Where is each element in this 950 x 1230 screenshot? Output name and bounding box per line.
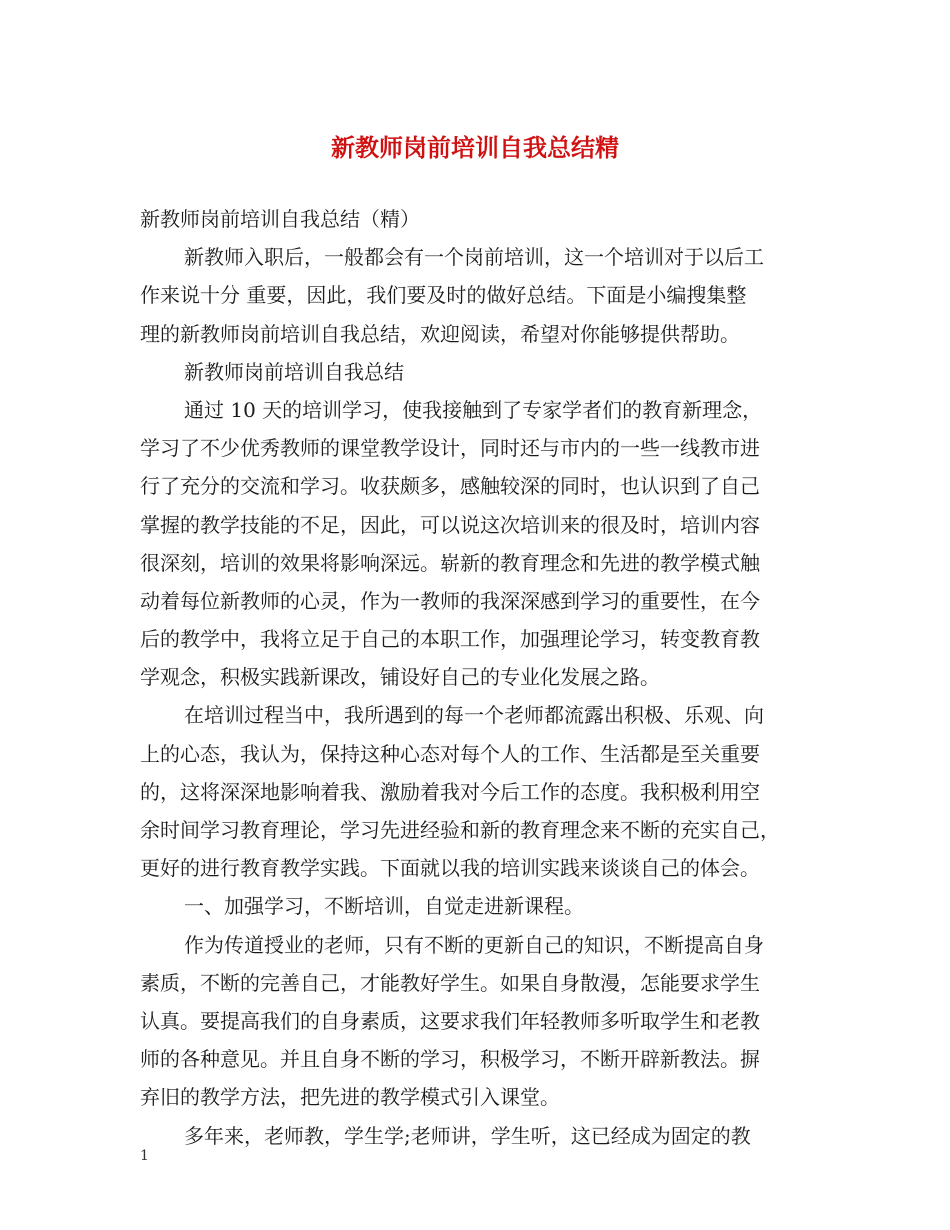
document-body: [140, 200, 820, 1155]
text-line: 多年来，老师教，学生学;老师讲，学生听，这已经成为固定的教: [184, 1123, 751, 1148]
text-line: 在培训过程当中，我所遇到的每一个老师都流露出积极、乐观、向: [184, 703, 764, 728]
text-line: 弃旧的教学方法，把先进的教学模式引入课堂。: [140, 1085, 560, 1110]
text-line: 上的心态，我认为，保持这种心态对每个人的工作、生活都是至关重要: [140, 741, 760, 766]
text-line: 师的各种意见。并且自身不断的学习，积极学习，不断开辟新教法。摒: [140, 1047, 760, 1072]
document-title: 新教师岗前培训自我总结精: [331, 133, 619, 162]
text-line: 的，这将深深地影响着我、激励着我对今后工作的态度。我积极利用空: [140, 779, 760, 804]
text-line: 行了充分的交流和学习。收获颇多，感触较深的同时，也认识到了自己: [140, 474, 760, 499]
text-line: 学习了不少优秀教师的课堂教学设计，同时还与市内的一些一线教市进: [140, 436, 760, 461]
text-line: 通过 10 天的培训学习，使我接触到了专家学者们的教育新理念，: [184, 397, 763, 422]
page-number: 1: [140, 1148, 149, 1164]
text-line: 余时间学习教育理论，学习先进经验和新的教育理念来不断的充实自己，: [140, 818, 780, 842]
text-line: 掌握的教学技能的不足，因此，可以说这次培训来的很及时，培训内容: [140, 512, 760, 537]
text-line: 作来说十分 重要，因此，我们要及时的做好总结。下面是小编搜集整: [140, 283, 747, 308]
text-line: 后的教学中，我将立足于自己的本职工作，加强理论学习，转变教育教: [140, 627, 760, 652]
text-line: 新教师入职后，一般都会有一个岗前培训，这一个培训对于以后工: [184, 245, 764, 270]
text-line: 素质，不断的完善自己，才能教好学生。如果自身散漫，怎能要求学生: [140, 970, 760, 995]
text-line: 学观念，积极实践新课改，铺设好自己的专业化发展之路。: [140, 665, 660, 690]
text-line: 动着每位新教师的心灵，作为一教师的我深深感到学习的重要性，在今: [140, 588, 760, 613]
text-line: 一、加强学习，不断培训，自觉走进新课程。: [184, 894, 584, 919]
text-line: 很深刻，培训的效果将影响深远。崭新的教育理念和先进的教学模式触: [140, 550, 760, 575]
text-line: 认真。要提高我们的自身素质，这要求我们年轻教师多听取学生和老教: [140, 1008, 760, 1033]
text-line: 新教师岗前培训自我总结: [184, 359, 404, 384]
text-line: 新教师岗前培训自我总结（精）: [140, 207, 420, 231]
text-line: 作为传道授业的老师，只有不断的更新自己的知识，不断提高自身: [184, 932, 764, 957]
text-line: 理的新教师岗前培训自我总结，欢迎阅读，希望对你能够提供帮助。: [140, 321, 740, 346]
text-line: 更好的进行教育教学实践。下面就以我的培训实践来谈谈自己的体会。: [140, 856, 760, 881]
